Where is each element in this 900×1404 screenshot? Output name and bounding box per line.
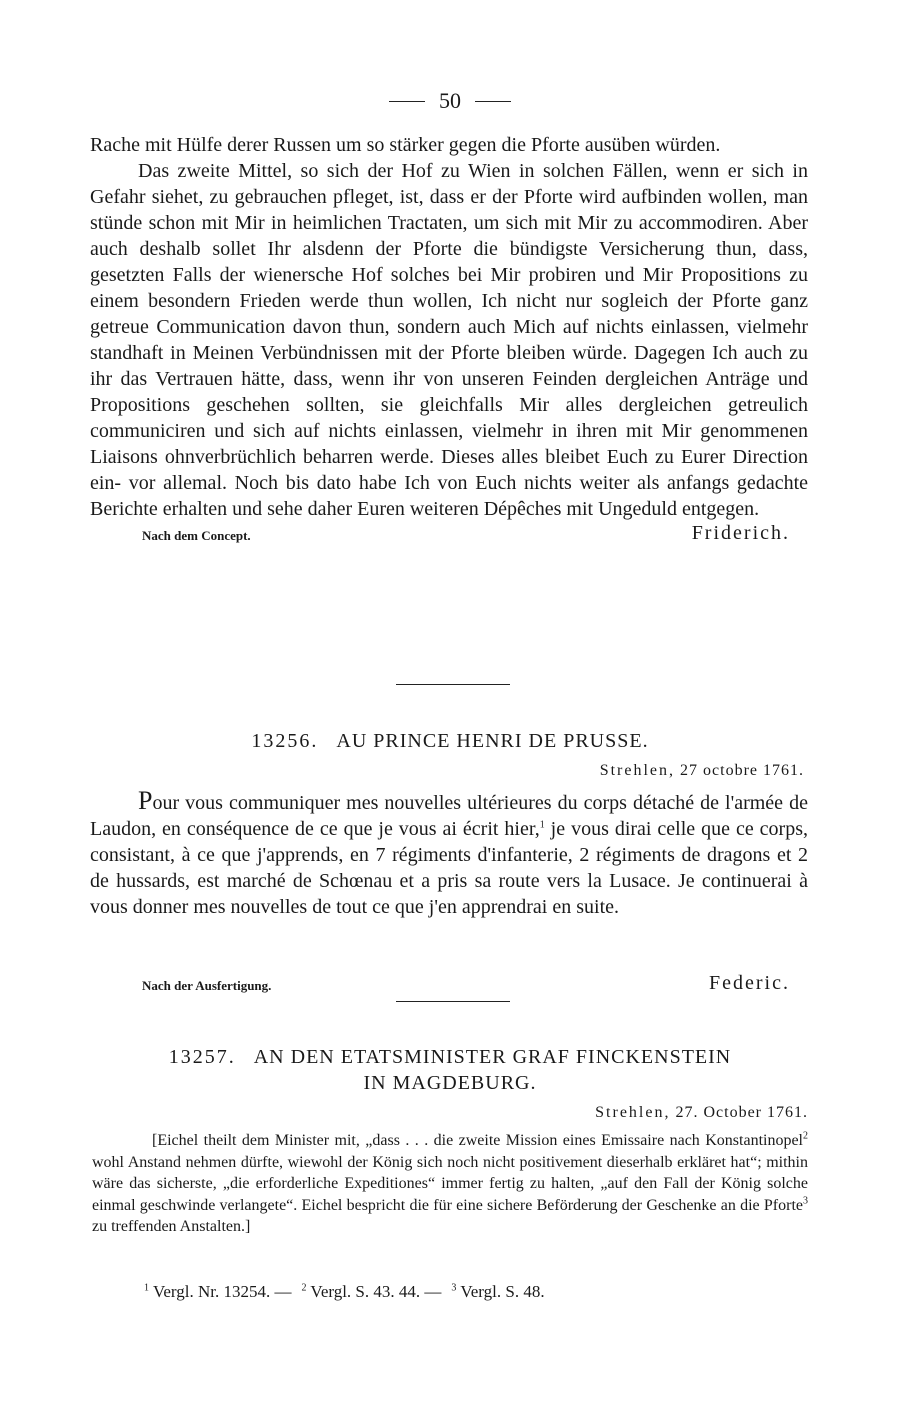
section-divider <box>396 684 510 685</box>
signature-row <box>90 972 808 998</box>
source-note: Nach dem Concept. <box>142 528 251 543</box>
date: 27 octobre 1761. <box>680 762 804 779</box>
paragraph: Rache mit Hülfe derer Russen um so stärker gegen die Pforte ausüben würden. <box>90 134 721 156</box>
signature-row <box>90 522 808 548</box>
divider <box>475 101 511 102</box>
letter-title: AN DEN ETATSMINISTER GRAF FINCKENSTEIN <box>253 1046 732 1068</box>
source-note: Nach der Ausfertigung. <box>142 978 272 993</box>
footnote-mark: 3 <box>451 1282 457 1294</box>
dateline <box>595 1104 808 1122</box>
footnote-text: Vergl. Nr. 13254. — <box>152 1282 292 1301</box>
date-place: Strehlen, <box>599 762 676 779</box>
dateline <box>600 762 804 780</box>
letter-title: IN MAGDEBURG. <box>363 1072 537 1094</box>
paragraph: Das zweite Mittel, so sich der Hof zu Wien in solchen Fällen, wenn er sich in Gefahr siehet, zu gebrauchen pfleget, ist, dass er der Pforte wird aufbinden wollen, man stünde schon mit Mir in heimlichen Tractaten, um sich mit Mir zu accommodiren. Aber auch deshalb sollet Ihr alsdenn der Pforte die bündigste Versicherung thun, dass, gesetzten Falls der wienersche Hof solches bei Mir probiren und Mir Propositions zu einem besondern Frieden werde thun wollen, Ich nicht nur sogleich der Pforte ganz getreue Communication davon thun, sondern auch Mich auf nichts einlassen, vielmehr standhaft in Meinen Verbündnissen mit der Pforte bleiben würde. Dagegen Ich auch zu ihr das Vertrauen hätte, dass, wenn ihr von unseren Feinden dergleichen Anträge und Propositions geschehen sollten, sie gleichfalls Mir alles dergleichen getreulich communiciren und sich auf nichts einlassen, vielmehr in ihren mit Mir genommenen Liaisons ohnverbrüchlich beharren werde. Dieses alles bleibet Euch zu Eurer Direction ein- vor allemal. Noch bis dato habe Ich von Euch nichts weiter als anfangs gedachte Berichte erhalten und sehe daher Euren weiteren Dépêches mit Ungeduld entgegen. <box>90 160 808 520</box>
text-run: Pour vous communiquer mes nouvelles ultérieures du corps détaché de l'armée de Laudon, en conséquence de ce que je vous ai écrit hier, <box>90 786 808 840</box>
letter-heading <box>0 730 900 753</box>
footnote-mark: 2 <box>301 1282 307 1294</box>
page-number-line <box>0 88 900 114</box>
footnote-ref: 1 <box>539 819 545 831</box>
footnote <box>451 1282 544 1302</box>
footnote <box>301 1282 441 1302</box>
paragraph <box>90 788 808 920</box>
letter-number: 13257. <box>168 1046 236 1068</box>
letter-heading <box>0 1046 900 1069</box>
text-run: [Eichel theilt dem Minister mit, „dass . . . die zweite Mission eines Emissaire nach Konstantinopel <box>152 1132 803 1149</box>
footnote-mark: 1 <box>144 1282 149 1294</box>
footnote-text: Vergl. S. 48. <box>460 1282 545 1301</box>
divider <box>389 101 425 102</box>
letter-continuation <box>90 132 808 548</box>
footnote-text: Vergl. S. 43. 44. — <box>310 1282 442 1301</box>
letter-heading-line2 <box>0 1072 900 1095</box>
letter-body <box>90 788 808 920</box>
section-divider <box>396 1001 510 1002</box>
text-run: je vous dirai celle que ce corps, consistant, à ce que j'apprends, en 7 régiments d'infanterie, 2 régiments de dragons et 2 de hussards, est marché de Schœnau et a pris sa route vers la Lusace. Je continuerai à vous donner mes nouvelles de tout ce que j'en apprendrai en suite. <box>90 818 808 918</box>
paragraph <box>92 1130 808 1238</box>
text-run: wohl Anstand nehmen dürfte, wiewohl der König sich noch nicht positivement dieserhalb erkläret hat“; mithin wäre das sicherste, „die erforderliche Expeditiones“ immer fertig zu halten, „auf den Fall der König solche einmal geschwinde verlangete“. Eichel bespricht die für eine sichere Beförderung der Geschenke an die Pforte <box>92 1153 808 1214</box>
letter-summary <box>92 1130 808 1238</box>
page-number: 50 <box>439 88 461 113</box>
signature: Federic. <box>709 972 790 994</box>
letter-title: AU PRINCE HENRI DE PRUSSE. <box>336 730 649 752</box>
signature-row <box>90 972 808 998</box>
footnotes <box>144 1282 545 1302</box>
signature: Friderich. <box>691 522 790 544</box>
date-place: Strehlen, <box>595 1104 671 1121</box>
letter-number: 13256. <box>251 730 319 752</box>
date: 27. October 1761. <box>675 1104 808 1121</box>
footnote-ref: 3 <box>803 1195 808 1207</box>
text-run: zu treffenden Anstalten.] <box>92 1218 251 1235</box>
footnote <box>144 1282 291 1302</box>
footnote-ref: 2 <box>803 1130 808 1142</box>
